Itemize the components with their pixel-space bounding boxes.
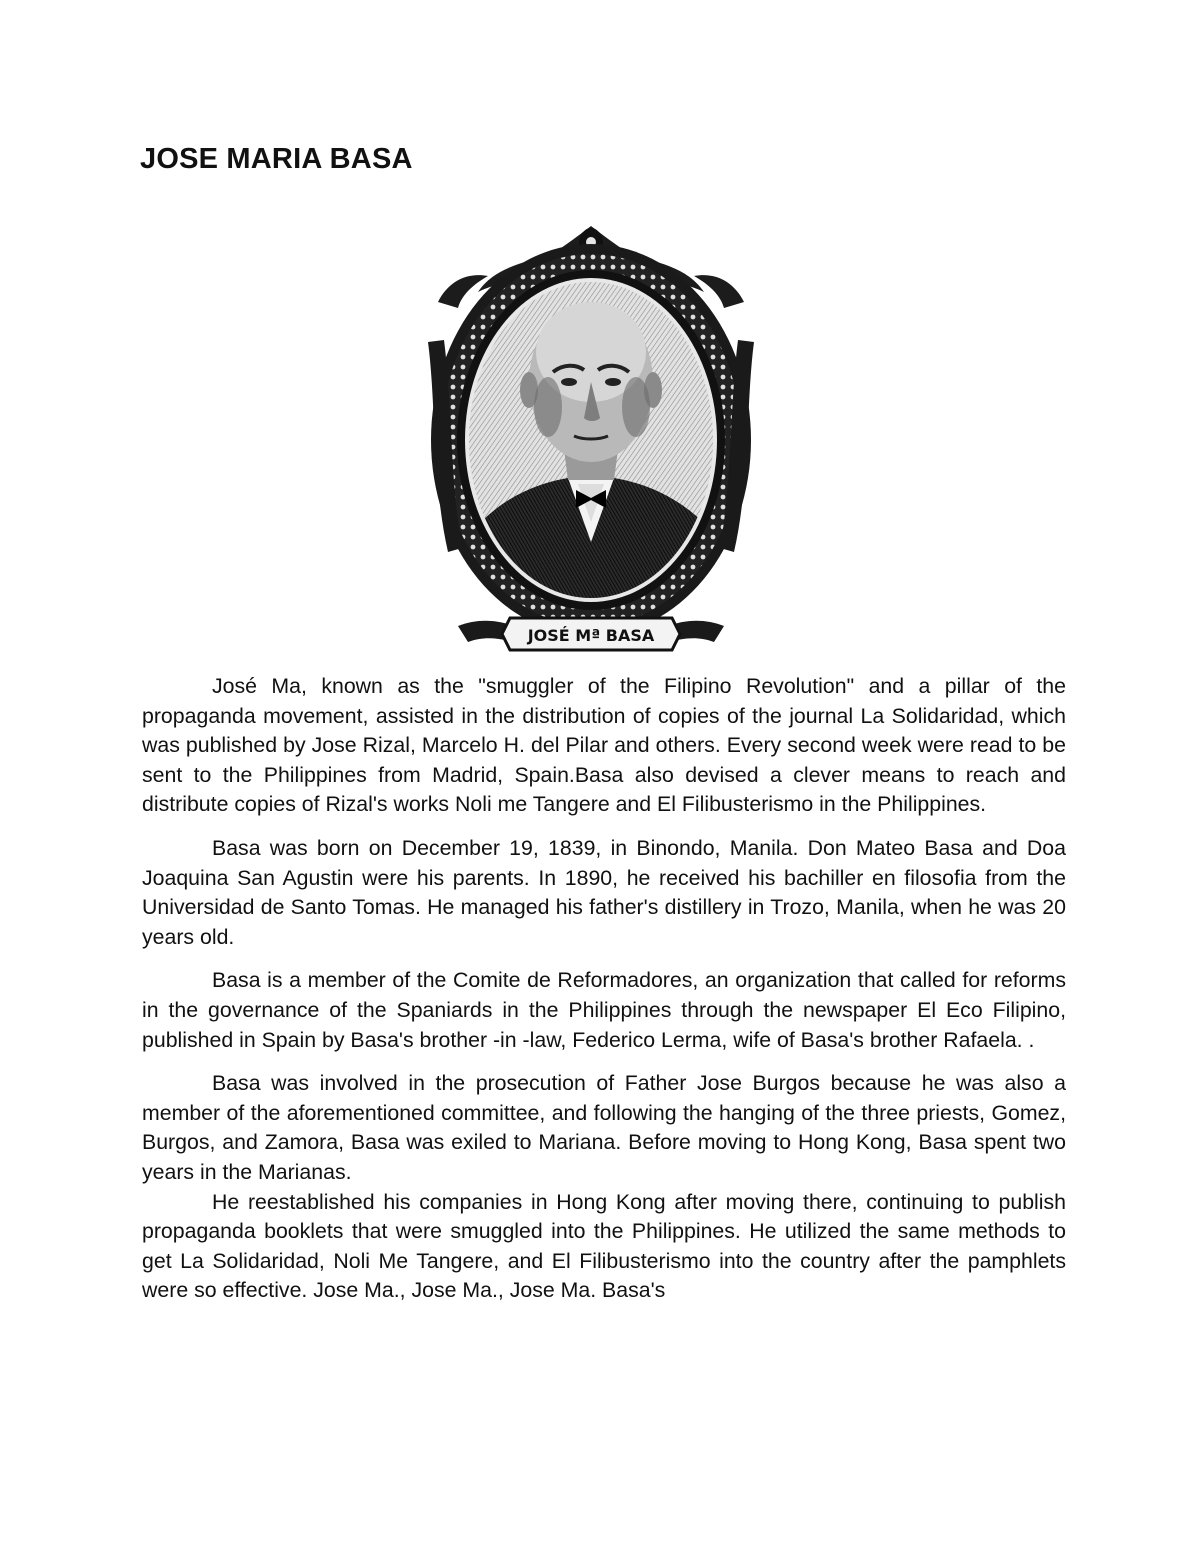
paragraph-2: Basa was born on December 19, 1839, in Binondo, Manila. Don Mateo Basa and Doa Joaquina San Agustin were his parents. In 1890, he received his bachiller en filosofia from the Universidad de Santo Tomas. He managed his father's distillery in Trozo, Manila, when he was 20 years old. bbox=[142, 835, 1066, 949]
paragraph-4: Basa was involved in the prosecution of Father Jose Burgos because he was also a member of the aforementioned committee, and following the hanging of the three priests, Gomez, Burgos, and Zamora, Basa was exiled to Mariana. Before moving to Hong Kong, Basa spent two years in the Marianas. bbox=[142, 1071, 1066, 1184]
caption-banner bbox=[458, 618, 724, 650]
document-title: JOSE MARIA BASA bbox=[140, 143, 413, 175]
portrait-caption: JOSÉ Mª BASA bbox=[527, 626, 655, 645]
paragraph-1: José Ma, known as the "smuggler of the Filipino Revolution" and a pillar of the propaganda movement, assisted in the distribution of copies of the journal La Solidaridad, which was published by Jose Rizal, Marcelo H. del Pilar and others. Every second week were read to be sent to the Philippines from Madrid, Spain.Basa also devised a clever means to reach and distribute copies of Rizal's works Noli me Tangere and El Filibusterismo in the Philippines. bbox=[142, 674, 1066, 817]
paragraph-3: Basa is a member of the Comite de Reformadores, an organization that called for reforms in the governance of the Spaniards in the Philippines through the newspaper El Eco Filipino, published in Spain by Basa's brother -in -law, Federico Lerma, wife of Basa's brother Rafaela. . bbox=[142, 968, 1066, 1052]
paragraph-5: He reestablished his companies in Hong Kong after moving there, continuing to publish propaganda booklets that were smuggled into the Philippines. He utilized the same methods to get La Solidaridad, Noli Me Tangere, and El Filibusterismo into the country after the pamphlets were so effective. Jose Ma., Jose Ma., Jose Ma. Basa's bbox=[142, 1189, 1066, 1303]
portrait-engraving bbox=[418, 222, 764, 660]
document-body bbox=[142, 672, 1066, 1320]
portrait-illustration bbox=[418, 222, 764, 660]
